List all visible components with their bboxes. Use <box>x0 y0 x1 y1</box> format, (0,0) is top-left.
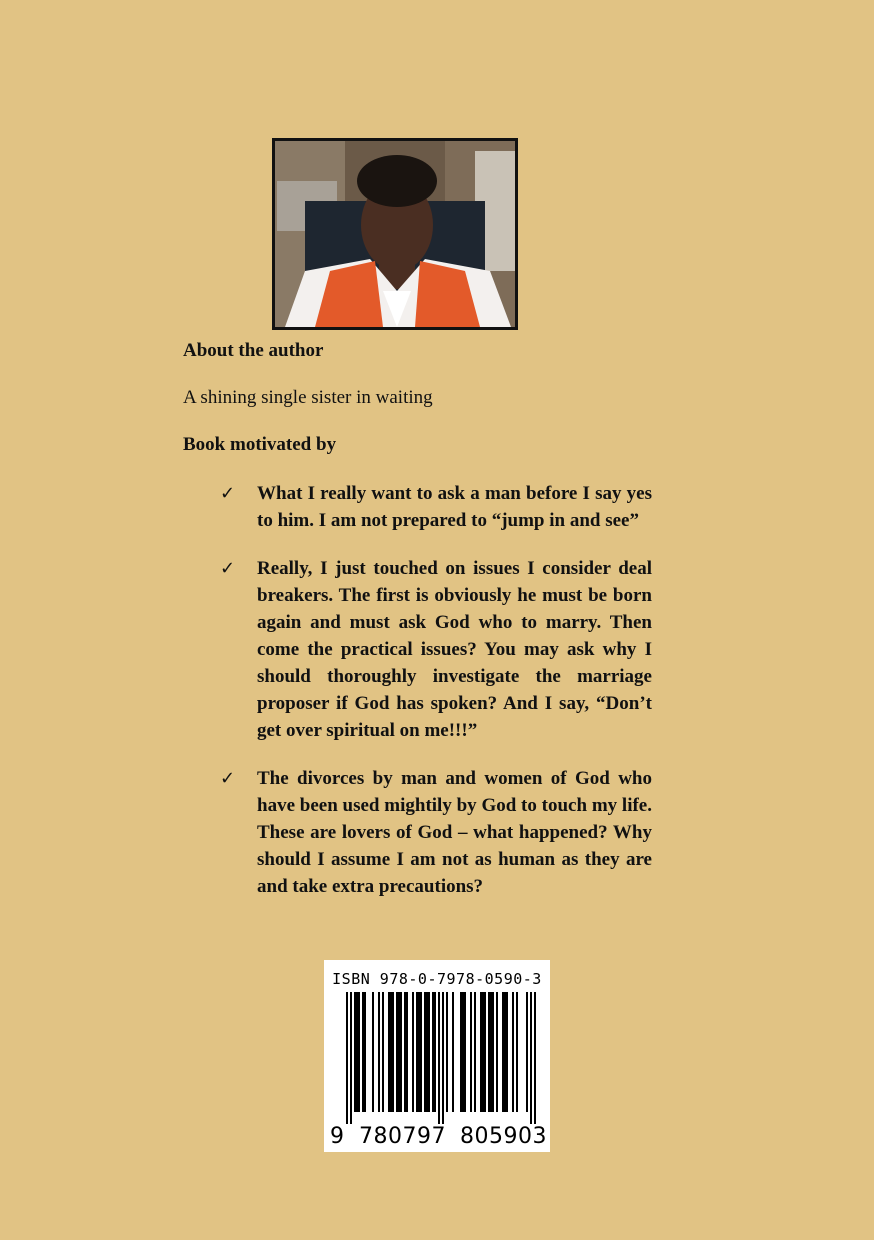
barcode-bar <box>504 992 506 1112</box>
author-photo <box>272 138 518 330</box>
barcode-bar <box>406 992 408 1112</box>
isbn-barcode <box>324 960 550 1152</box>
barcode-bar <box>482 992 484 1112</box>
barcode-bar <box>470 992 472 1112</box>
barcode-bar <box>474 992 476 1112</box>
barcode-bar <box>496 992 498 1112</box>
list-item-text: Really, I just touched on issues I consider deal breakers. The first is obviously he must be born again and must ask God who to marry. Then come the practical issues? You may ask why I should thoroughly investigate the marriage proposer if God has spoken? And I say, “Don’t get over spiritual on me!!!” <box>257 558 652 741</box>
barcode-bar <box>396 992 398 1112</box>
barcode-bar <box>452 992 454 1112</box>
barcode-bar <box>378 992 380 1112</box>
barcode-guard-bar <box>534 992 536 1124</box>
barcode-bar <box>506 992 508 1112</box>
barcode-bar <box>354 992 356 1112</box>
checkmark-icon: ✓ <box>220 558 236 579</box>
barcode-bar <box>388 992 390 1112</box>
barcode-bar <box>382 992 384 1112</box>
barcode-bar <box>428 992 430 1112</box>
barcode-bar <box>490 992 492 1112</box>
barcode-bar <box>404 992 406 1112</box>
ean-left-group: 780797 <box>359 1124 446 1149</box>
about-author-heading: About the author <box>183 340 324 361</box>
list-item <box>220 555 652 744</box>
isbn-label: ISBN 978-0-7978-0590-3 <box>332 970 542 988</box>
motivation-list <box>220 480 652 921</box>
barcode-bar <box>362 992 364 1112</box>
barcode-bar <box>462 992 464 1112</box>
barcode-bar <box>464 992 466 1112</box>
barcode-guard-bar <box>350 992 352 1124</box>
barcode-bar <box>372 992 374 1112</box>
barcode-guard-bar <box>530 992 532 1124</box>
barcode-bar <box>418 992 420 1112</box>
barcode-bar <box>390 992 392 1112</box>
ean-right-group: 805903 <box>460 1124 547 1149</box>
barcode-bar <box>480 992 482 1112</box>
barcode-bar <box>364 992 366 1112</box>
list-item-text: The divorces by man and women of God who have been used mightily by God to touch my life. These are lovers of God – what happened? Why should I assume I am not as human as they are and take extra precautions? <box>257 768 652 897</box>
list-item <box>220 765 652 900</box>
barcode-bar <box>358 992 360 1112</box>
barcode-bar <box>502 992 504 1112</box>
barcode-bar <box>416 992 418 1112</box>
motivation-heading: Book motivated by <box>183 434 337 455</box>
barcode-bar <box>420 992 422 1112</box>
barcode-bar <box>392 992 394 1112</box>
list-item-text: What I really want to ask a man before I say yes to him. I am not prepared to “jump in and see” <box>257 483 652 531</box>
barcode-bar <box>412 992 414 1112</box>
barcode-guard-bar <box>438 992 440 1124</box>
barcode-bar <box>526 992 528 1112</box>
barcode-bar <box>426 992 428 1112</box>
barcode-bar <box>356 992 358 1112</box>
list-item <box>220 480 652 534</box>
barcode-bar <box>516 992 518 1112</box>
barcode-bar <box>432 992 434 1112</box>
about-author-text: A shining single sister in waiting <box>183 387 433 408</box>
barcode-guard-bar <box>442 992 444 1124</box>
barcode-bar <box>460 992 462 1112</box>
author-portrait-image <box>275 141 515 327</box>
barcode-bar <box>398 992 400 1112</box>
barcode-bar <box>512 992 514 1112</box>
barcode-guard-bar <box>346 992 348 1124</box>
barcode-bar <box>484 992 486 1112</box>
barcode-bar <box>488 992 490 1112</box>
ean-first-digit: 9 <box>330 1124 344 1149</box>
checkmark-icon: ✓ <box>220 768 236 789</box>
barcode-bar <box>492 992 494 1112</box>
checkmark-icon: ✓ <box>220 483 236 504</box>
barcode-bar <box>400 992 402 1112</box>
barcode-bar <box>446 992 448 1112</box>
barcode-bar <box>434 992 436 1112</box>
barcode-bar <box>424 992 426 1112</box>
barcode-bars <box>332 992 542 1124</box>
ean-digits <box>330 1126 552 1148</box>
